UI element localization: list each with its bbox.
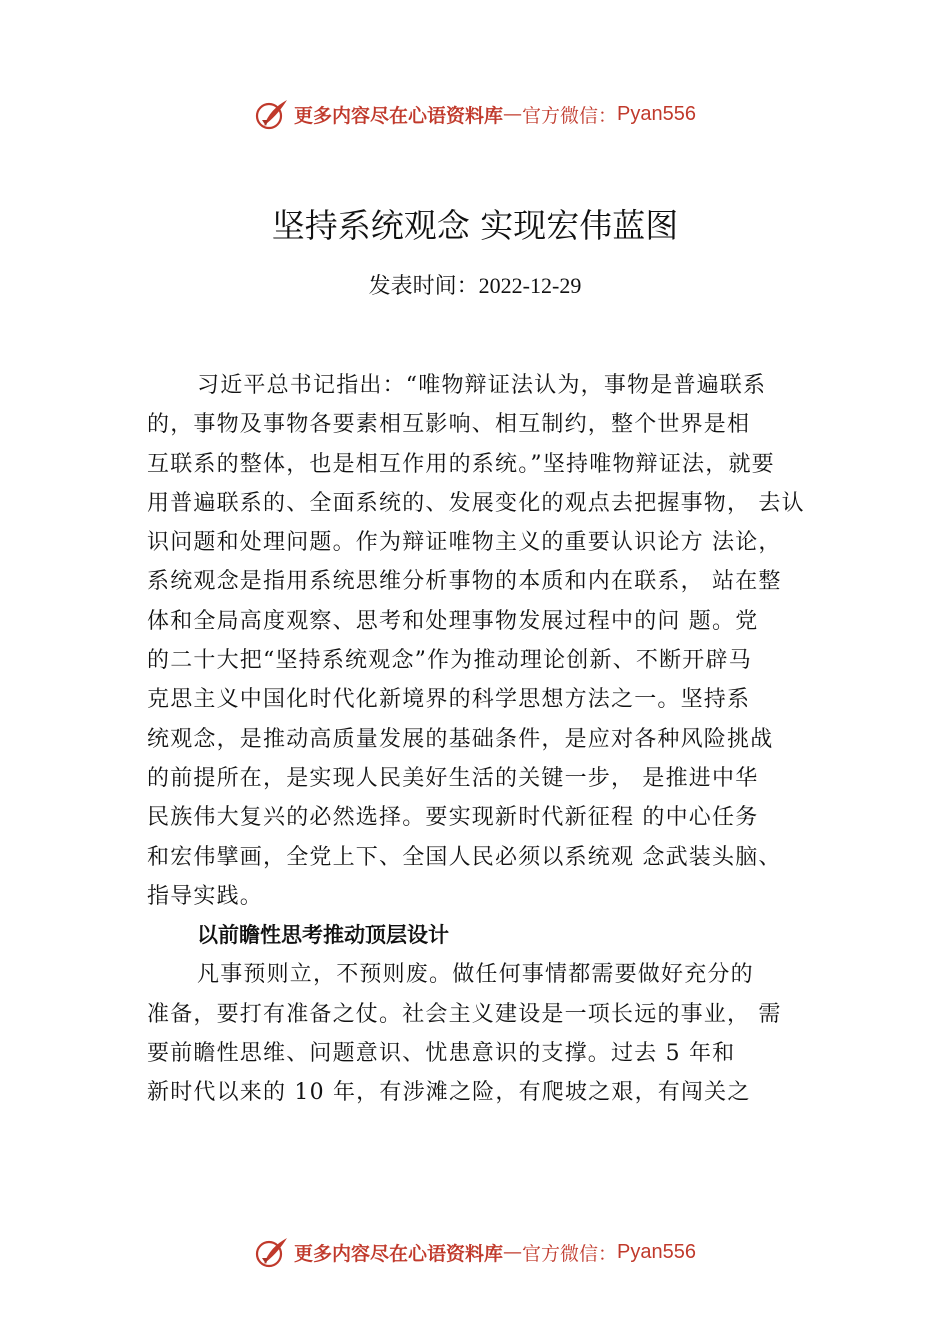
banner-separator: — bbox=[503, 103, 523, 125]
paragraph-1 bbox=[147, 366, 833, 1113]
text-line: 系统观念是指用系统思维分析事物的本质和内在联系， 站在整 bbox=[147, 569, 782, 595]
publish-date-value: 2022-12-29 bbox=[478, 273, 582, 298]
text-line: 的二十大把“坚持系统观念”作为推动理论创新、不断开辟马 bbox=[147, 648, 752, 674]
banner-wechat-label: 官方微信： bbox=[522, 104, 618, 127]
banner-main-text: 更多内容尽在心语资料库 bbox=[294, 104, 504, 127]
header-banner bbox=[0, 94, 950, 134]
text-line: 要前瞻性思维、问题意识、忧患意识的支撑。过去 5 年和 bbox=[147, 1041, 736, 1067]
banner-wechat-label: 官方微信： bbox=[522, 1242, 618, 1265]
publish-date bbox=[0, 266, 950, 307]
text-line: 新时代以来的 10 年，有涉滩之险，有爬坡之艰，有闯关之 bbox=[147, 1080, 751, 1106]
publish-date-label: 发表时间： bbox=[368, 274, 479, 299]
banner-separator: — bbox=[503, 1241, 523, 1263]
text-line: 民族伟大复兴的必然选择。要实现新时代新征程 的中心任务 bbox=[147, 805, 759, 831]
banner-main-text: 更多内容尽在心语资料库 bbox=[294, 1242, 504, 1265]
text-line: 统观念，是推动高质量发展的基础条件，是应对各种风险挑战 bbox=[147, 726, 774, 752]
text-line: 互联系的整体，也是相互作用的系统。”坚持唯物辩证法，就要 bbox=[147, 451, 775, 477]
page-title: 坚持系统观念 实现宏伟蓝图 bbox=[271, 206, 679, 245]
text-line: 克思主义中国化时代化新境界的科学思想方法之一。坚持系 bbox=[147, 687, 751, 713]
banner-wechat-id: Pyan556 bbox=[617, 1240, 696, 1263]
text-line: 识问题和处理问题。作为辩证唯物主义的重要认识论方 法论， bbox=[147, 530, 782, 556]
text-line: 的，事物及事物各要素相互影响、相互制约，整个世界是相 bbox=[147, 412, 751, 438]
text-line: 凡事预则立，不预则废。做任何事情都需要做好充分的 bbox=[197, 962, 754, 988]
text-line: 习近平总书记指出：“唯物辩证法认为，事物是普遍联系 bbox=[197, 373, 767, 398]
text-line: 和宏伟擘画，全党上下、全国人民必须以系统观 念武装头脑、 bbox=[147, 844, 782, 870]
quill-logo-icon bbox=[254, 96, 290, 132]
text-line: 用普遍联系的、全面系统的、发展变化的观点去把握事物， 去认 bbox=[147, 490, 805, 516]
text-line: 准备，要打有准备之仗。社会主义建设是一项长远的事业， 需 bbox=[147, 1001, 782, 1027]
text-line: 体和全局高度观察、思考和处理事物发展过程中的问 题。党 bbox=[147, 608, 759, 634]
section-heading: 以前瞻性思考推动顶层设计 bbox=[197, 923, 449, 948]
quill-logo-icon bbox=[254, 1234, 290, 1270]
text-line: 指导实践。 bbox=[147, 883, 264, 909]
banner-wechat-id: Pyan556 bbox=[617, 102, 696, 125]
text-line: 的前提所在，是实现人民美好生活的关键一步， 是推进中华 bbox=[147, 765, 759, 791]
footer-banner bbox=[0, 1232, 950, 1272]
